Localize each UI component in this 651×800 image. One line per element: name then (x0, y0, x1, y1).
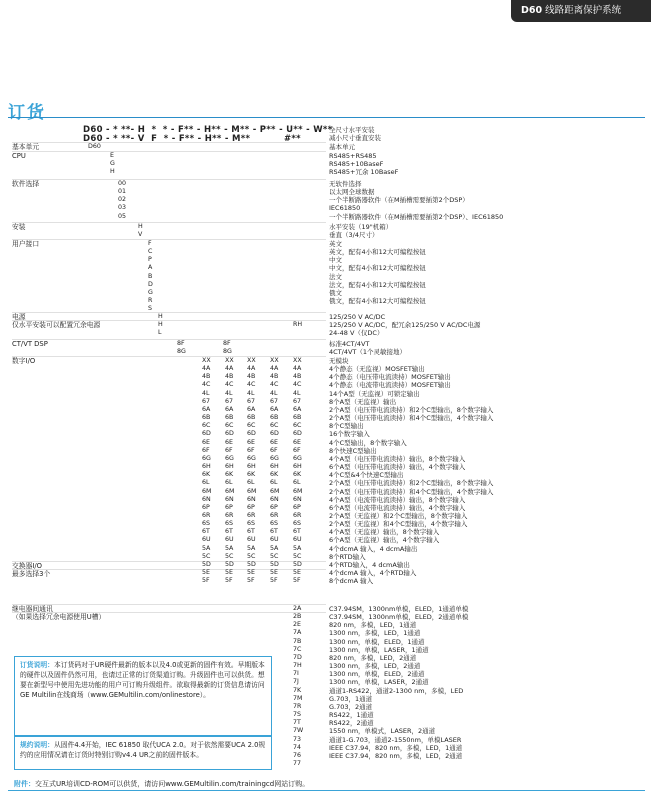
section-label: 交换器I/O (12, 562, 43, 570)
desc-power: 125/250 V AC/DC 125/250 V AC/DC，配冗余125/250 V AC/DC电源 24-48 V（仅DC） (329, 313, 481, 338)
section-divider (12, 320, 326, 321)
order-code-line-2-tail: #** (284, 134, 301, 144)
desc-mount: 水平安装（19"机箱） 垂直（3/4尺寸） (329, 223, 393, 240)
section-label: 数字I/O (12, 357, 36, 365)
code-col-dio-m: XX 4A 4B 4C 4L 67 6A 6B 6C 6D 6E 6F 6G 6H 6K 6L 6M 6N 6P 6R 6S 6T 6U 5A 5C 5D 5E 5F (225, 357, 235, 585)
code-col-dio-u: XX 4A 4B 4C 4L 67 6A 6B 6C 6D 6E 6F 6G 6H 6K 6L 6M 6N 6P 6R 6S 6T 6U 5A 5C 5D 5E 5F (270, 357, 280, 585)
order-note-body: 本订货码对于UR硬件最新的版本以及4.0或更新的固件有效。早期版本的硬件以及固件仍然可用，也请过正常的订货渠道订购。升级固件也可以供货。想要在新型号中使用先进功能的用户可订购升级组件。欲取得最新的订货信息请访问GE Multilin在线商场（www.GEMultilin.com/onlinestore）。 (20, 661, 265, 699)
code-col-base: D60 (88, 143, 101, 150)
order-code-line-2: D60 - * **- V F * - F** - H** - M** (83, 134, 251, 144)
section-label: 安装 (12, 223, 26, 231)
bottom-rule (8, 790, 645, 791)
desc-dio: 无模块 4个静态（无监视）MOSFET输出 4个静态（电压带电流读持）MOSFET输出 4个静态（电流带电流读持）MOSFET输出 14个A型（无监视）可锁定输出 8个A型（无监视）输出 2个A型（电压带电流读持）和2个C型输出，8个数字输入 2个A型（电压带电流读持）和4个C型输出，4个数字输入 8个C型输出 16个数字输入 4个C型输出，8个数字输入 8个快速C型输出 4个A型（电压带电流读持）输出，8个数字输入 6个A型（电压带电流读持）输出，4个数字输入 4个C型&4个快速C型输出 2个A型（电压带电流读持）和2个C型输出，8个数字输入 2个A型（电压带电流读持）和4个C型输出，4个数字输入 4个A型（电流带电流读持）输出，8个数字输入 6个A型（电流带电流读持）输出，4个数字输入 2个A型（无监视）和2个C型输出，8个数字输入 2个A型（无监视）和4个C型输出，4个数字输入 4个A型（无监视）输出，8个数字输入 6个A型（无监视）输出，4个数字输入 4个dcmA 输入，4 dcmA输出 8个RTD输入 4个RTD输入，4 dcmA输出 4个dcmA 输入，4个RTD输入 8个dcmA 输入 (329, 357, 494, 586)
desc-ctvt: 标准4CT/4VT 4CT/4VT（1个灵敏接地） (329, 340, 407, 357)
header-model: D60 (521, 5, 543, 16)
section-divider (12, 142, 326, 143)
footer-text: 交互式UR培训CD-ROM可以供货，请访问www.GEMultilin.com/trainingcd网站订购。 (35, 780, 310, 788)
spec-note-title: 规约说明： (20, 741, 54, 749)
order-note-box (14, 656, 272, 736)
order-code-desc-1: 全尺寸水平安装 (329, 126, 375, 134)
section-divider (12, 179, 326, 180)
section-divider (12, 612, 326, 613)
section-label: 仅水平安装可以配置冗余电源 (12, 321, 101, 329)
section-label: 用户接口 (12, 240, 40, 248)
section-divider (12, 151, 326, 152)
section-label: 基本单元 (12, 143, 40, 151)
spec-note-box (14, 736, 272, 770)
code-col-dio-h: XX 4A 4B 4C 4L 67 6A 6B 6C 6D 6E 6F 6G 6H 6K 6L 6M 6N 6P 6R 6S 6T 6U 5A 5C 5D 5E 5F (202, 357, 212, 585)
spec-note-body: 从固件4.4开始，IEC 61850 取代UCA 2.0。对于依然需要UCA 2.0规约的应用情况请在订货时特别订购v4.4 UR之前的固件版本。 (20, 741, 266, 759)
code-col-cpu: E G H (110, 152, 115, 176)
desc-comm: C37.94SM，1300nm单模，ELED，1通道单模 C37.94SM，1300nm单模，ELED，2通道单模 820 nm，多模，LED，1通道 1300 nm，多模，LED，1通道 1300 nm，单模，ELED，1通道 1300 nm，单模，LASER，1通道 820 nm，多模，LED，2通道 1300 nm，多模，LED，2通道 1300 nm，单模，ELED，2通道 1300 nm，单模，LASER，2通道 通道1-RS422，通道2-1300 nm，多模，LED G.703，1通道 G.703，2通道 RS422，1通道 RS422，2通道 1550 nm，单模式，LASER，2通道 通道1-G.703，通道2-1550nm，单模LASER IEEE C37.94，820 nm，多模，LED，1通道 IEEE C37.94，820 nm，多模，LED，2通道 (329, 605, 469, 760)
footer (14, 779, 309, 789)
code-col-dio-w: XX 4A 4B 4C 4L 67 6A 6B 6C 6D 6E 6F 6G 6H 6K 6L 6M 6N 6P 6R 6S 6T 6U 5A 5C 5D 5E 5F (293, 357, 303, 585)
section-label: 电源 (12, 313, 26, 321)
header-subtitle: 线路距离保护系统 (545, 5, 622, 16)
desc-software: 无软件选择 以太网全球数据 一个半断路器软件（在M插槽需要插第2个DSP） IEC61850 一个半断路器软件（在M插槽需要插第2个DSP）、IEC61850 (329, 180, 504, 221)
code-col-comm: 2A 2B 2E 7A 7B 7C 7D 7H 7I 7J 7K 7M 7R 7S 7T 7W 73 74 76 77 (293, 605, 304, 767)
section-divider (12, 239, 326, 240)
footer-label: 附件： (14, 780, 35, 788)
section-label: CPU (12, 152, 26, 160)
code-col-power: H H L (158, 313, 163, 337)
code-col-dio-p: XX 4A 4B 4C 4L 67 6A 6B 6C 6D 6E 6F 6G 6H 6K 6L 6M 6N 6P 6R 6S 6T 6U 5A 5C 5D 5E 5F (247, 357, 257, 585)
code-col-ui: F C P A B D G R S (148, 240, 153, 313)
page-title: 订货 (8, 103, 46, 123)
title-rule (8, 117, 645, 118)
desc-ui: 英文 英文，配有4小和12大可编程按钮 中文 中文，配有4小和12大可编程按钮 法文 法文，配有4小和12大可编程按钮 俄文 俄文，配有4小和12大可编程按钮 (329, 240, 426, 306)
code-col-ctvt-f: 8F 8G (177, 340, 186, 356)
section-divider (12, 604, 326, 605)
code-col-ctvt-m: 8F 8G (223, 340, 232, 356)
code-col-redundant-power: RH (293, 321, 303, 328)
code-col-software: 00 01 02 03 05 (118, 180, 127, 220)
section-divider (12, 312, 326, 313)
desc-cpu: RS485+RS485 RS485+10BaseF RS485+冗余 10BaseF (329, 152, 399, 177)
desc-base: 基本单元 (329, 143, 355, 151)
page-header (511, 0, 651, 22)
order-code-desc-2: 减小尺寸垂直安装 (329, 134, 381, 142)
section-divider (12, 222, 326, 223)
section-label: CT/VT DSP (12, 340, 48, 348)
section-label: 软件选择 (12, 180, 40, 188)
order-note-title: 订货说明： (20, 661, 54, 669)
order-code-line-1: D60 - * **- H * * - F** - H** - M** - P** - U** - W** (83, 125, 333, 135)
section-label: （如果选择冗余电源使用U槽） (12, 613, 106, 621)
code-col-mount: H V (138, 223, 143, 239)
section-label: 最多选择3个 (12, 570, 51, 578)
section-divider (12, 339, 326, 340)
section-label: 继电器间通讯 (12, 605, 53, 613)
